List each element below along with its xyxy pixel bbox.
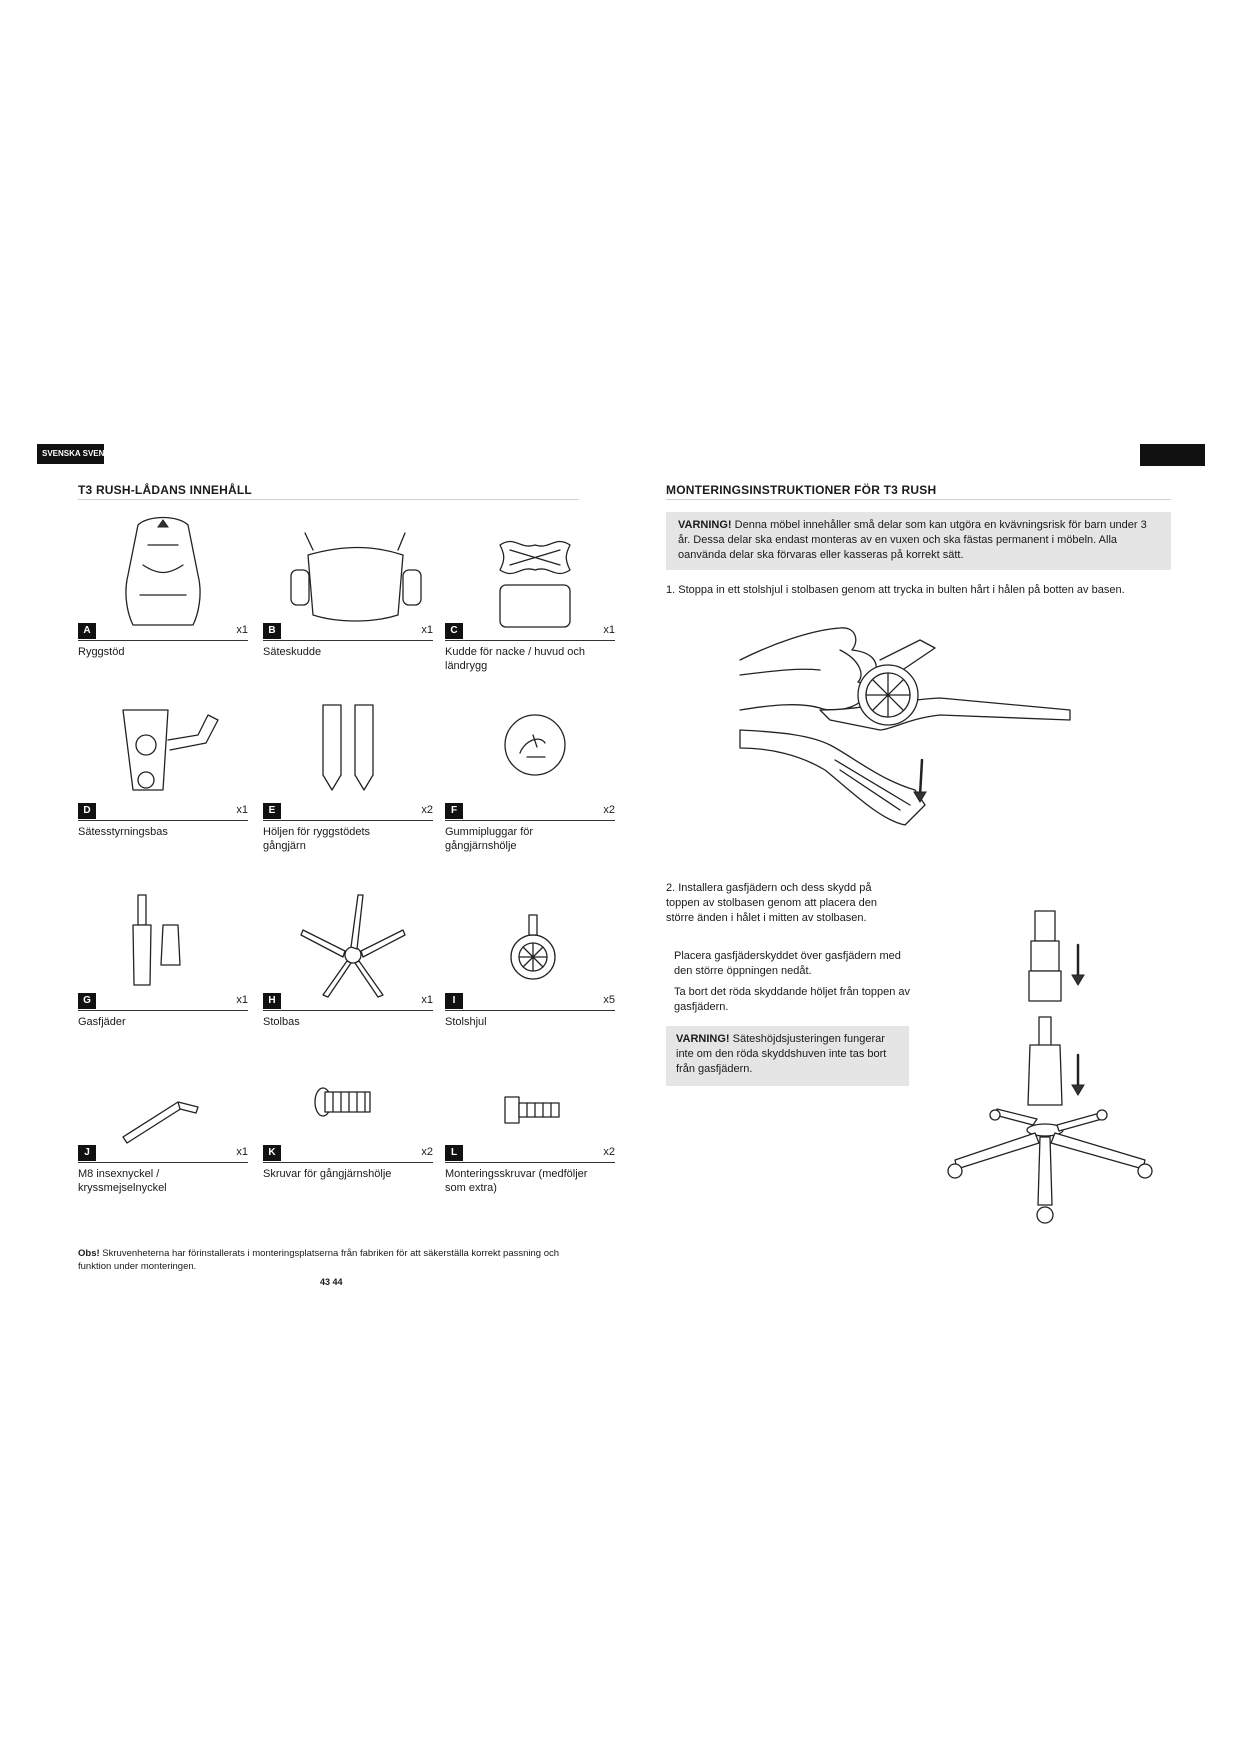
step-2-illustration [935, 905, 1165, 1235]
part-name: Sätesstyrningsbas [78, 826, 168, 838]
part-quantity: x1 [236, 1146, 248, 1158]
part-name: Kudde för nacke / huvud och ländrygg [445, 646, 586, 672]
part-name: Gasfjäder [78, 1016, 126, 1028]
note-label: Obs! [78, 1248, 100, 1259]
seat-mechanism-icon [78, 685, 248, 815]
screw-icon [263, 1028, 433, 1157]
part-rule [78, 1162, 248, 1163]
choking-warning-box [666, 512, 1171, 570]
part-name: Ryggstöd [78, 646, 125, 658]
step-2b-text: Placera gasfjäderskyddet över gasfjädern med den större öppningen nedåt. [674, 950, 901, 977]
step-2c-text: Ta bort det röda skyddande höljet från toppen av gasfjädern. [674, 986, 911, 1013]
part-item-c [445, 505, 615, 690]
part-rule [445, 820, 615, 821]
part-name: Stolbas [263, 1016, 300, 1028]
gas-spring-warning-box [666, 1026, 909, 1086]
part-name: M8 insexnyckel / kryssmejselnyckel [78, 1168, 167, 1194]
part-letter-badge: K [263, 1145, 281, 1161]
gas-spring-icon [78, 875, 248, 1005]
part-rule [263, 1162, 433, 1163]
part-rule [78, 640, 248, 641]
part-rule [445, 640, 615, 641]
step-1-illustration [740, 620, 1070, 840]
part-name: Höljen för ryggstödets gångjärn [263, 826, 370, 852]
part-rule [263, 640, 433, 641]
part-letter-badge: F [445, 803, 463, 819]
part-rule [78, 1010, 248, 1011]
part-quantity: x1 [236, 804, 248, 816]
warning-label: VARNING! [678, 519, 732, 531]
part-item-d [78, 685, 248, 870]
part-quantity: x2 [421, 804, 433, 816]
part-quantity: x2 [603, 804, 615, 816]
part-letter-badge: L [445, 1145, 463, 1161]
language-tab: SVENSKA SVENSKA [37, 444, 104, 464]
warning-text: Denna möbel innehåller små delar som kan utgöra en kvävningsrisk för barn under 3 år. Dessa delar ska endast monteras av en vuxen och ska fästas permanent i möbeln. Alla oanvända delar ska förvaras eller kasseras på korrekt sätt. [678, 519, 1147, 561]
part-name: Gummipluggar för gångjärnshölje [445, 826, 534, 852]
note-text: Skruvenheterna har förinstallerats i monteringsplatserna från fabriken för att säkerställa korrekt passning och funktion under monteringen. [78, 1248, 560, 1272]
part-rule [445, 1162, 615, 1163]
part-item-f [445, 685, 615, 870]
part-rule [263, 820, 433, 821]
contents-title-rule [78, 499, 579, 500]
part-item-e [263, 685, 433, 870]
part-item-b [263, 505, 433, 690]
backrest-icon [78, 505, 248, 635]
part-quantity: x1 [236, 624, 248, 636]
page-numbers: 43 44 [320, 1277, 343, 1287]
hinge-cover-icon [263, 685, 433, 815]
warning2-text: Säteshöjdsjusteringen fungerar inte om den röda skyddshuven inte tas bort från gasfjädern. [676, 1033, 887, 1075]
mounting-screw-icon [445, 1028, 615, 1157]
caster-wheel-icon [445, 875, 615, 1005]
part-item-l [445, 1028, 615, 1212]
part-quantity: x1 [421, 994, 433, 1006]
part-letter-badge: E [263, 803, 281, 819]
part-letter-badge: I [445, 993, 463, 1009]
part-letter-badge: H [263, 993, 281, 1009]
part-name: Stolshjul [445, 1016, 487, 1028]
hex-key-icon [78, 1028, 248, 1157]
part-rule [445, 1010, 615, 1011]
part-letter-badge: A [78, 623, 96, 639]
part-item-j [78, 1028, 248, 1212]
step-2-text: 2. Installera gasfjädern och dess skydd på toppen av stolbasen genom att placera den större änden i hålet i mitten av stolbasen. [666, 882, 877, 924]
part-quantity: x2 [603, 1146, 615, 1158]
part-name: Säteskudde [263, 646, 322, 658]
part-letter-badge: D [78, 803, 96, 819]
part-quantity: x1 [603, 624, 615, 636]
part-item-k [263, 1028, 433, 1212]
part-quantity: x1 [236, 994, 248, 1006]
part-quantity: x2 [421, 1146, 433, 1158]
part-quantity: x1 [421, 624, 433, 636]
pillows-icon [445, 505, 615, 635]
part-rule [263, 1010, 433, 1011]
seat-cushion-icon [263, 505, 433, 635]
assembly-note [78, 1247, 578, 1273]
part-letter-badge: B [263, 623, 281, 639]
part-letter-badge: J [78, 1145, 96, 1161]
part-name: Skruvar för gångjärnshölje [263, 1168, 392, 1180]
part-letter-badge: G [78, 993, 96, 1009]
part-name: Monteringsskruvar (medföljer som extra) [445, 1168, 588, 1194]
instructions-title: MONTERINGSINSTRUKTIONER FÖR T3 RUSH [666, 483, 937, 497]
part-rule [78, 820, 248, 821]
page-tab-marker [1140, 444, 1205, 466]
part-item-a [78, 505, 248, 690]
warning2-label: VARNING! [676, 1033, 730, 1045]
part-quantity: x5 [603, 994, 615, 1006]
rubber-plug-icon [445, 685, 615, 815]
contents-title: T3 RUSH-LÅDANS INNEHÅLL [78, 483, 252, 497]
instructions-title-rule [666, 499, 1171, 500]
part-letter-badge: C [445, 623, 463, 639]
chair-base-icon [263, 875, 433, 1005]
step-1-text: 1. Stoppa in ett stolshjul i stolbasen genom att trycka in bulten hårt i hålen på botten av basen. [666, 584, 1125, 596]
